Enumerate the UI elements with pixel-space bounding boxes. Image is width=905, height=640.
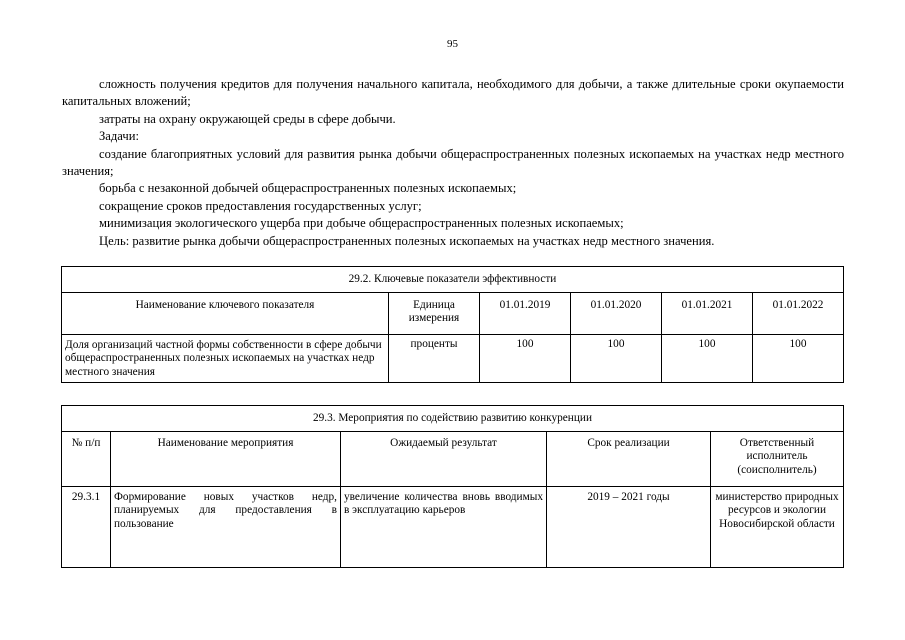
header-expected-result: Ожидаемый результат bbox=[341, 431, 547, 486]
kpi-table bbox=[61, 266, 844, 383]
header-responsible: Ответственный исполнитель (соисполнитель) bbox=[711, 431, 844, 486]
header-unit: Единица измерения bbox=[389, 292, 480, 334]
paragraph: сокращение сроков предоставления государственных услуг; bbox=[99, 198, 422, 213]
header-date: 01.01.2021 bbox=[662, 292, 753, 334]
value-cell: 100 bbox=[480, 334, 571, 383]
header-number: № п/п bbox=[62, 431, 111, 486]
measures-table-title: 29.3. Мероприятия по содействию развитию конкуренции bbox=[62, 406, 844, 432]
value-cell: 100 bbox=[571, 334, 662, 383]
paragraph: минимизация экологического ущерба при добыче общераспространенных полезных ископаемых; bbox=[99, 216, 624, 231]
deadline-cell: 2019 – 2021 годы bbox=[547, 486, 711, 567]
paragraph: Цель: развитие рынка добычи общераспространенных полезных ископаемых на участках недр местного значения. bbox=[99, 233, 715, 248]
header-date: 01.01.2019 bbox=[480, 292, 571, 334]
paragraph: борьба с незаконной добычей общераспространенных полезных ископаемых; bbox=[99, 181, 517, 196]
header-date: 01.01.2022 bbox=[753, 292, 844, 334]
indicator-name-cell: Доля организаций частной формы собственности в сфере добычи общераспространенных полезных ископаемых на участках недр местного значения bbox=[62, 334, 389, 383]
row-number-cell: 29.3.1 bbox=[62, 486, 111, 567]
paragraph: создание благоприятных условий для развития рынка добычи общераспространенных полезных ископаемых на участках недр местного значения; bbox=[62, 146, 844, 179]
header-date: 01.01.2020 bbox=[571, 292, 662, 334]
value-cell: 100 bbox=[662, 334, 753, 383]
value-cell: 100 bbox=[753, 334, 844, 383]
header-deadline: Срок реализации bbox=[547, 431, 711, 486]
paragraph: сложность получения кредитов для получения начального капитала, необходимого для добычи, а также длительные сроки окупаемости капитальных вложений; bbox=[62, 77, 844, 109]
responsible-cell: министерство природных ресурсов и экологии Новосибирской области bbox=[711, 486, 844, 567]
paragraph: Задачи: bbox=[99, 129, 139, 144]
expected-result-cell: увеличение количества вновь вводимых в эксплуатацию карьеров bbox=[341, 486, 547, 567]
kpi-table-title: 29.2. Ключевые показатели эффективности bbox=[62, 267, 844, 293]
measure-name-cell: Формирование новых участков недр, планируемых для предоставления в пользование bbox=[111, 486, 341, 567]
header-measure-name: Наименование мероприятия bbox=[111, 431, 341, 486]
body-text bbox=[62, 76, 844, 250]
measures-table bbox=[61, 405, 844, 568]
unit-cell: проценты bbox=[389, 334, 480, 383]
paragraph: затраты на охрану окружающей среды в сфере добычи. bbox=[99, 111, 396, 126]
page-number: 95 bbox=[447, 38, 458, 50]
header-indicator-name: Наименование ключевого показателя bbox=[62, 292, 389, 334]
